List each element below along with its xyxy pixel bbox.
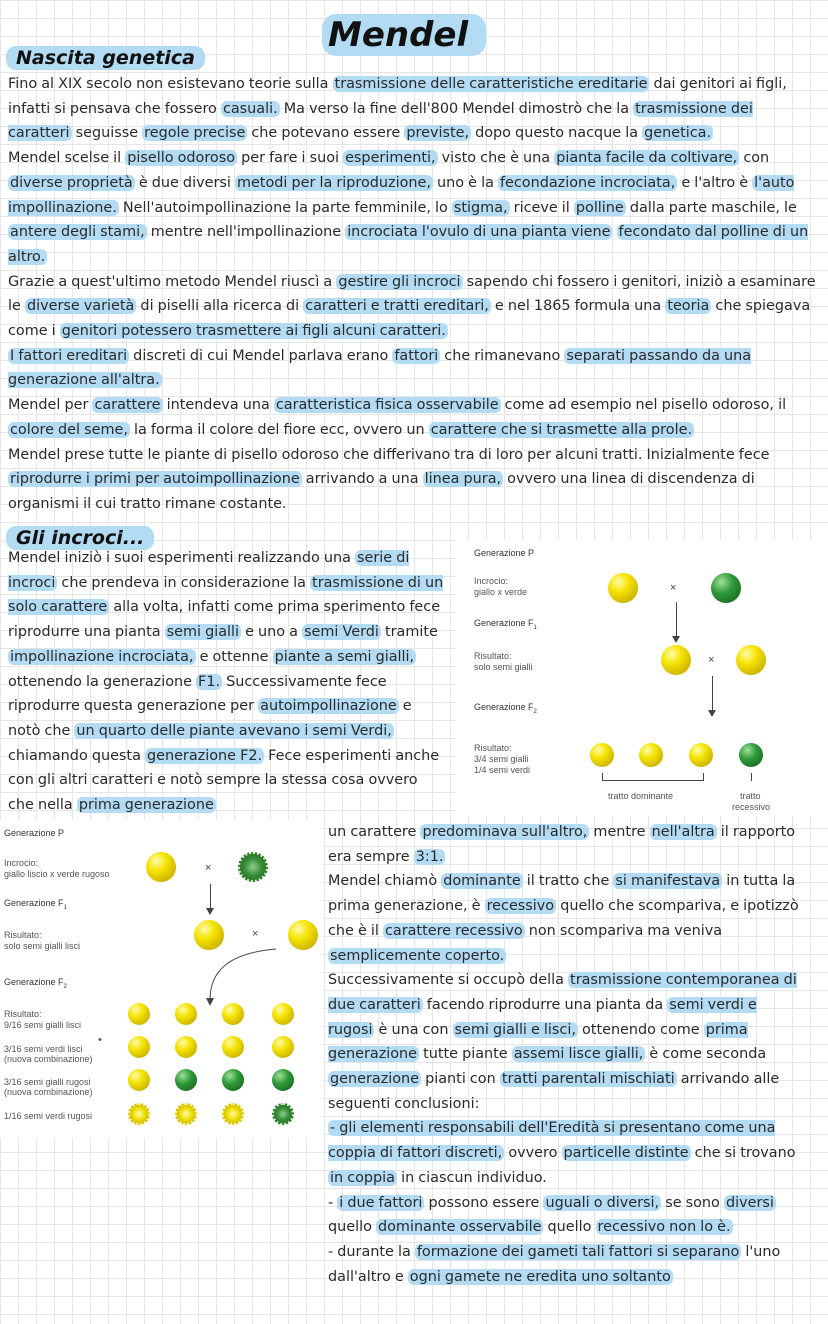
highlighted-text: prima generazione — [78, 797, 214, 814]
bullet-dot: • — [98, 1034, 102, 1046]
arrow-line — [210, 884, 211, 910]
text-run: dopo questo nacque la — [471, 125, 643, 142]
yellow-pea-icon — [608, 573, 638, 603]
section-title-incroci: Gli incroci... — [6, 526, 154, 550]
arrow-down-icon — [708, 710, 716, 717]
yellow-smooth-pea-icon — [222, 1003, 244, 1025]
text-run: la forma il colore del fiore ecc, ovvero un — [129, 421, 429, 438]
highlighted-text: gestire gli incroci — [338, 273, 461, 290]
highlighted-text: recessivo non lo è. — [597, 1219, 731, 1236]
text-run: ovvero una linea di discendenza di organismi il cui tratto rimane costante. — [8, 471, 755, 512]
incroci-text-right — [328, 820, 804, 1289]
text-run: possono essere — [424, 1194, 544, 1211]
highlighted-text: recessivo — [486, 898, 555, 915]
highlighted-text: semplicemente coperto. — [330, 947, 505, 964]
gen-f1-label: Generazione $F_1$ — [4, 898, 67, 911]
text-run: che spiegava come i — [8, 298, 811, 340]
text-run: se sono — [661, 1194, 724, 1211]
text-run: il rapporto era sempre — [328, 824, 796, 865]
yellow-pea-icon — [639, 743, 663, 767]
paragraph — [8, 344, 820, 393]
highlighted-text: prima generazione — [328, 1021, 748, 1063]
green-pea-icon — [739, 743, 763, 767]
cross-value: giallo liscio x verde rugoso — [4, 869, 110, 879]
r3-value: 3/16 semi gialli rugosi — [4, 1077, 91, 1087]
highlighted-text: predominava sull'altro, — [422, 824, 588, 840]
text-run: è come seconda — [645, 1046, 767, 1063]
highlighted-text: diverse proprietà — [10, 174, 133, 191]
cross-symbol: × — [708, 654, 715, 666]
highlighted-text: polline — [575, 199, 624, 216]
highlighted-text: i due fattori — [339, 1194, 423, 1211]
paragraph — [328, 968, 804, 1116]
dihybrid-cross-figure — [0, 820, 322, 1138]
highlighted-text: uguali o diversi, — [545, 1194, 660, 1211]
r2-value: 3/16 semi verdi lisci — [4, 1044, 83, 1054]
text-run: discreti di cui Mendel parlava erano — [129, 347, 393, 364]
text-run: Mendel iniziò i suoi esperimenti realizzando una — [8, 550, 355, 566]
text-run: Mendel chiamò — [328, 873, 442, 890]
recessive-label: recessivo — [732, 802, 771, 812]
yellow-pea-icon — [590, 743, 614, 767]
highlighted-text: I fattori ereditari — [10, 347, 128, 364]
highlighted-text: serie di incroci — [8, 550, 410, 591]
yellow-wrinkled-pea-icon — [128, 1103, 150, 1125]
result-f2-green: 1/4 semi verdi — [474, 765, 531, 775]
r1-value: 9/16 semi gialli lisci — [4, 1020, 82, 1030]
highlighted-text: linea pura, — [424, 471, 502, 488]
text-run: di piselli alla ricerca di — [136, 298, 304, 315]
paragraph — [8, 270, 820, 344]
text-run: con — [739, 150, 770, 167]
highlighted-text: l'auto impollinazione. — [8, 174, 795, 216]
cross-label: Incrocio: — [474, 576, 509, 586]
highlighted-text: - gli elementi responsabili dell'Eredità si presentano come una coppia di fattori discreti, — [328, 1120, 776, 1162]
incroci-text-left — [8, 546, 446, 818]
yellow-smooth-pea-icon — [175, 1036, 197, 1058]
text-run: l'uno dall'altro e — [328, 1243, 781, 1285]
text-run: non scompariva ma veniva — [524, 922, 723, 939]
text-run: chiamando questa — [8, 747, 145, 764]
green-smooth-pea-icon — [175, 1069, 197, 1091]
text-run: Successivamente si occupò della — [328, 972, 569, 989]
r2-note: (nuova combinazione) — [4, 1054, 93, 1064]
text-run: dai genitori ai figli, infatti si pensava che fossero — [8, 76, 787, 117]
text-run: Nell'autoimpollinazione la parte femminile, lo — [118, 199, 452, 216]
paragraph — [8, 72, 820, 146]
r1-label: Risultato: — [4, 1009, 42, 1019]
cross-symbol: × — [205, 862, 212, 874]
text-run: ottenendo come — [577, 1021, 704, 1038]
text-run: intendeva una — [162, 397, 274, 414]
text-run: - durante la — [328, 1243, 415, 1260]
text-run: arrivando alle seguenti conclusioni: — [328, 1071, 780, 1112]
result-label: Risultato: — [4, 930, 42, 940]
highlighted-text: carattere recessivo — [384, 922, 523, 939]
text-run: arrivando a una — [301, 471, 423, 488]
highlighted-text: pisello odoroso — [127, 150, 236, 167]
paragraph — [328, 820, 804, 869]
highlighted-text: piante a semi gialli, — [274, 648, 415, 665]
yellow-wrinkled-pea-icon — [222, 1103, 244, 1125]
result-f2-label: Risultato: — [474, 743, 512, 753]
dominant-label: tratto dominante — [608, 791, 674, 801]
yellow-smooth-pea-icon — [272, 1036, 294, 1058]
text-run: seguisse — [71, 125, 143, 142]
r3-note: (nuova combinazione) — [4, 1087, 93, 1097]
highlighted-text: dominante osservabile — [377, 1219, 542, 1236]
highlighted-text: generazione F2. — [146, 747, 263, 764]
highlighted-text: semi Verdi — [304, 624, 379, 641]
highlighted-text: trasmissione contemporanea di due caratteri — [328, 972, 797, 1013]
text-run: Mendel per — [8, 397, 93, 414]
paragraph — [8, 443, 820, 517]
paragraph — [328, 1240, 804, 1289]
highlighted-text: impollinazione incrociata, — [10, 648, 194, 665]
paragraph — [8, 393, 820, 442]
cross-symbol: × — [252, 928, 259, 940]
text-run: Mendel prese tutte le piante di pisello odoroso che differivano tra di loro per alcuni tratti. Inizialmente fece — [8, 446, 770, 463]
text-run: facendo riprodurre una pianta da — [422, 996, 668, 1013]
text-run: che prendeva in considerazione la — [57, 574, 311, 591]
highlighted-text: teoria — [667, 298, 710, 315]
highlighted-text: fattori — [394, 347, 439, 364]
yellow-smooth-pea-icon — [128, 1003, 150, 1025]
text-run: quello — [328, 1219, 376, 1236]
yellow-smooth-pea-icon — [272, 1003, 294, 1025]
text-run: quello che scompariva, e ipotizzò che è il — [328, 898, 799, 939]
recessive-tick — [751, 773, 752, 781]
text-run: e ottenne — [195, 648, 273, 665]
paragraph — [328, 1116, 804, 1190]
green-smooth-pea-icon — [222, 1069, 244, 1091]
highlighted-text: carattere — [94, 397, 161, 414]
result-label: Risultato: — [474, 651, 512, 661]
text-run: che rimanevano — [440, 347, 565, 364]
highlighted-text: incrociata l'ovulo di una pianta viene — [347, 224, 611, 241]
yellow-smooth-pea-icon — [128, 1036, 150, 1058]
text-run: mentre nell'impollinazione — [146, 224, 346, 241]
yellow-smooth-pea-icon — [288, 920, 318, 950]
text-run: tramite — [380, 624, 438, 641]
text-run: Successivamente fece riprodurre questa generazione per — [8, 673, 387, 715]
highlighted-text: fecondazione incrociata, — [499, 174, 676, 191]
text-run: tutte piante — [419, 1046, 512, 1063]
highlighted-text: genitori potessero trasmettere ai figli alcuni caratteri. — [61, 323, 446, 340]
paragraph — [328, 1191, 804, 1240]
page-title: Mendel — [322, 14, 486, 56]
text-run: è due diversi — [134, 174, 235, 191]
text-run: Grazie a quest'ultimo metodo Mendel riuscì a — [8, 273, 337, 290]
text-run: per fare i suoi — [237, 150, 344, 167]
text-run: e l'altro è — [677, 174, 753, 191]
result-f2-yellow: 3/4 semi gialli — [474, 754, 529, 764]
highlighted-text: F1. — [198, 673, 221, 690]
highlighted-text: caratteri e tratti ereditari, — [305, 298, 489, 315]
intro-text — [8, 72, 820, 517]
highlighted-text: semi verdi e rugosi — [328, 996, 757, 1038]
green-wrinkled-pea-icon — [238, 852, 268, 882]
green-pea-icon — [711, 573, 741, 603]
arrow-curve-icon — [200, 945, 280, 1010]
highlighted-text: semi gialli — [166, 624, 240, 641]
highlighted-text: formazione dei gameti tali fattori si separano — [416, 1243, 740, 1260]
cross-symbol: × — [670, 582, 677, 594]
text-run — [612, 224, 616, 240]
highlighted-text: casuali. — [222, 100, 278, 117]
text-run: visto che è una — [437, 150, 555, 167]
highlighted-text: regole precise — [144, 125, 246, 142]
dominant-bracket — [602, 773, 704, 781]
r4-value: 1/16 semi verdi rugosi — [4, 1111, 93, 1121]
text-run: dalla parte maschile, le — [625, 199, 797, 216]
highlighted-text: dominante — [443, 873, 521, 890]
text-run: è una con — [374, 1021, 453, 1038]
result-f1: solo semi gialli — [474, 662, 533, 672]
text-run: che si trovano — [690, 1145, 796, 1162]
highlighted-text: genetica. — [644, 125, 712, 142]
cross-value: giallo x verde — [474, 587, 528, 597]
section-title-nascita-genetica: Nascita genetica — [6, 46, 205, 70]
highlighted-text: separati passando da una generazione all'altra. — [8, 347, 752, 389]
text-run: alla volta, infatti come prima sperimento fece riprodurre una pianta — [8, 599, 441, 641]
highlighted-text: particelle distinte — [563, 1145, 689, 1162]
text-run: Mendel scelse il — [8, 150, 126, 167]
text-run: e nel 1865 formula una — [490, 298, 666, 315]
highlighted-text: assemi lisce gialli, — [513, 1046, 644, 1063]
text-run: che potevano essere — [247, 125, 405, 142]
text-run: ottenendo la generazione — [8, 673, 197, 690]
highlighted-text: previste, — [406, 125, 470, 142]
highlighted-text: metodi per la riproduzione, — [236, 174, 431, 191]
highlighted-text: pianta facile da coltivare, — [556, 150, 738, 167]
monohybrid-cross-figure — [456, 540, 828, 816]
highlighted-text: trasmissione di un solo carattere — [8, 574, 444, 616]
yellow-pea-icon — [661, 645, 691, 675]
text-run: quello — [543, 1219, 596, 1236]
highlighted-text: semi gialli e lisci, — [454, 1021, 576, 1038]
highlighted-text: diverse varietà — [26, 298, 135, 315]
result-f1: solo semi gialli lisci — [4, 941, 81, 951]
paragraph — [328, 869, 804, 968]
text-run: uno è la — [432, 174, 498, 191]
text-run: Fece esperimenti anche con gli altri caratteri e notò sempre la stessa cosa ovvero che nella — [8, 747, 440, 814]
text-run: ovvero — [504, 1145, 562, 1162]
yellow-wrinkled-pea-icon — [175, 1103, 197, 1125]
text-run: - — [328, 1194, 338, 1211]
yellow-smooth-pea-icon — [175, 1003, 197, 1025]
yellow-smooth-pea-icon — [128, 1069, 150, 1091]
text-run: e notò che — [8, 698, 412, 739]
gen-p-label: Generazione P — [474, 548, 535, 558]
highlighted-text: stigma, — [453, 199, 508, 216]
highlighted-text: 3:1. — [415, 848, 444, 865]
yellow-pea-icon — [689, 743, 713, 767]
highlighted-text: nell'altra — [651, 824, 715, 840]
cross-label: Incrocio: — [4, 858, 39, 868]
highlighted-text: diversi — [725, 1194, 774, 1211]
paragraph — [8, 146, 820, 270]
highlighted-text: colore del seme, — [10, 421, 128, 438]
highlighted-text: carattere che si trasmette alla prole. — [430, 421, 693, 438]
highlighted-text: si manifestava — [615, 873, 721, 890]
highlighted-text: antere degli stami, — [10, 224, 145, 241]
highlighted-text: un quarto delle piante avevano i semi Verdi, — [76, 722, 392, 739]
highlighted-text: riprodurre i primi per autoimpollinazione — [10, 471, 300, 488]
green-wrinkled-pea-icon — [272, 1103, 294, 1125]
highlighted-text: trasmissione dei caratteri — [8, 100, 753, 142]
gen-f2-label: Generazione $F_2$ — [474, 702, 537, 715]
highlighted-text: caratteristica fisica osservabile — [275, 397, 499, 414]
highlighted-text: esperimenti, — [345, 150, 436, 167]
text-run: Ma verso la fine dell'800 Mendel dimostrò che la — [279, 100, 634, 117]
highlighted-text: fecondato dal polline di un altro. — [8, 224, 809, 265]
recessive-label: tratto — [740, 791, 761, 801]
highlighted-text: generazione — [330, 1071, 420, 1088]
text-run: come ad esempio nel pisello odoroso, il — [500, 397, 787, 414]
text-run: e uno a — [241, 624, 303, 641]
yellow-pea-icon — [736, 645, 766, 675]
text-run: riceve il — [509, 199, 574, 216]
text-run: Fino al XIX secolo non esistevano teorie sulla — [8, 76, 333, 92]
arrow-line — [676, 602, 677, 638]
gen-f1-label: Generazione $F_1$ — [474, 618, 537, 631]
green-smooth-pea-icon — [272, 1069, 294, 1091]
arrow-down-icon — [206, 908, 214, 915]
arrow-line — [712, 676, 713, 712]
highlighted-text: in coppia — [330, 1169, 395, 1186]
text-run: mentre — [589, 824, 650, 840]
text-run: il tratto che — [522, 873, 614, 890]
gen-p-label: Generazione P — [4, 828, 65, 838]
highlighted-text: tratti parentali mischiati — [501, 1071, 675, 1088]
arrow-down-icon — [672, 636, 680, 643]
text-run: pianti con — [421, 1071, 500, 1088]
yellow-smooth-pea-icon — [222, 1036, 244, 1058]
highlighted-text: autoimpollinazione — [260, 698, 397, 715]
text-run: un carattere — [328, 824, 421, 840]
text-run: in tutta la prima generazione, è — [328, 873, 796, 915]
highlighted-text: ogni gamete ne eredita uno soltanto — [409, 1268, 671, 1285]
yellow-smooth-pea-icon — [146, 852, 176, 882]
text-run: in ciascun individuo. — [397, 1169, 547, 1186]
highlighted-text: trasmissione delle caratteristiche ereditarie — [334, 76, 648, 92]
gen-f2-label: Generazione $F_2$ — [4, 977, 67, 990]
text-run: sapendo chi fossero i genitori, iniziò a esaminare le — [8, 273, 816, 315]
